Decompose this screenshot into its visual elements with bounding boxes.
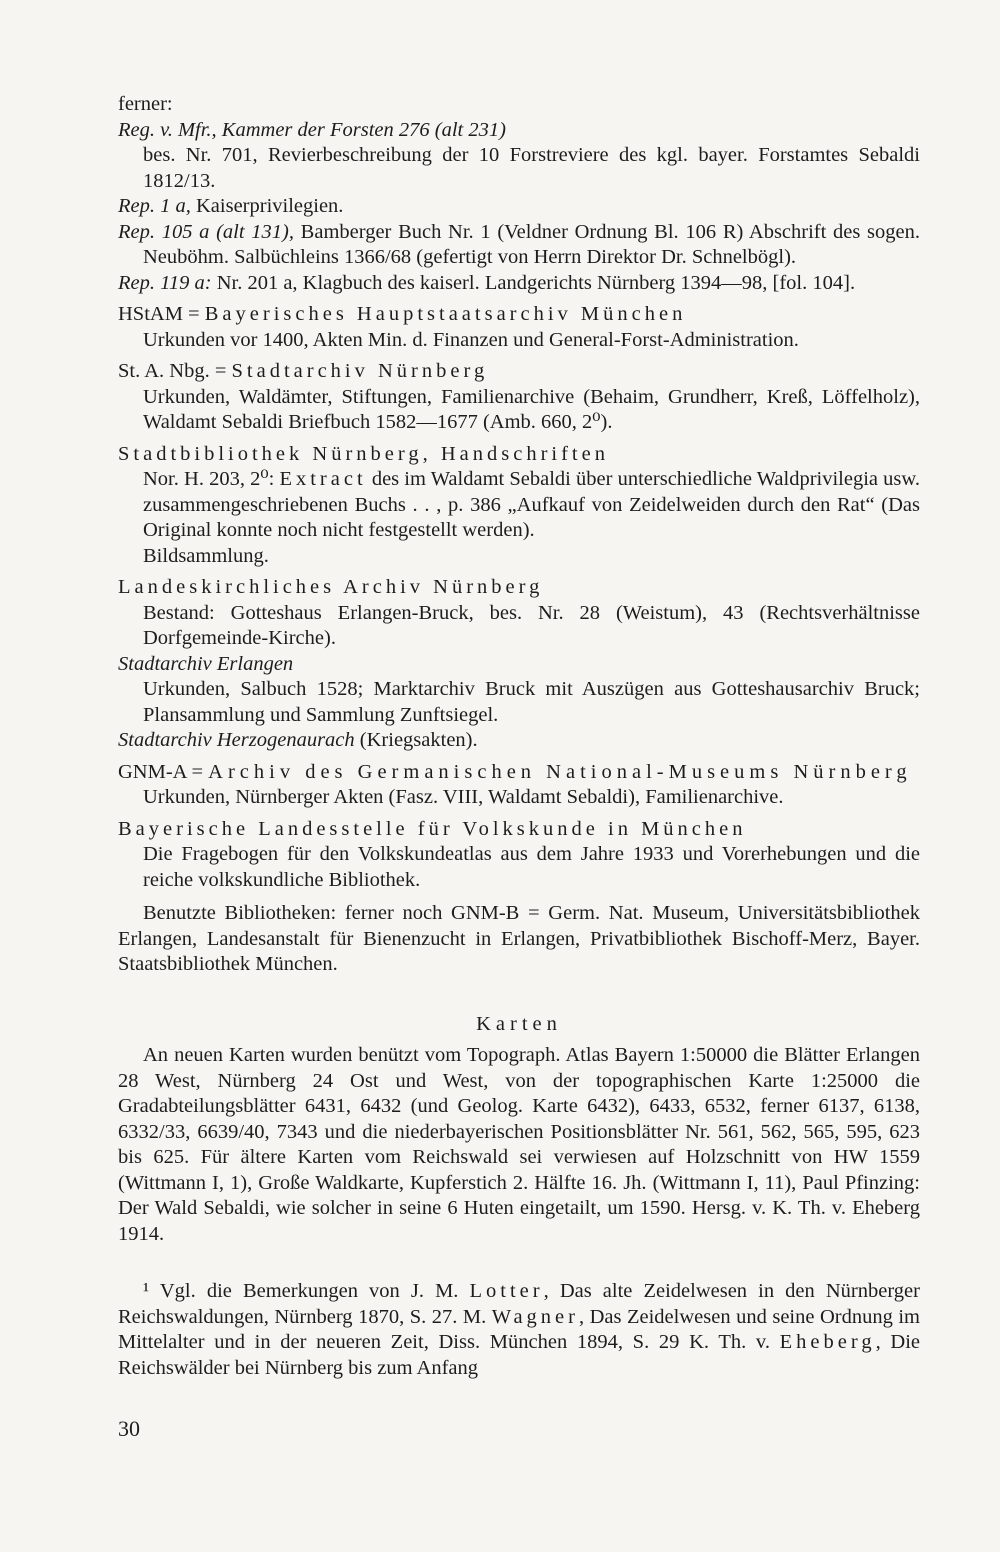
section-heading-karten: Karten: [476, 1012, 562, 1035]
source-title: Rep. 119 a:: [118, 271, 212, 294]
source-detail: bes. Nr. 701, Revierbeschreibung der 10 Forstreviere des kgl. bayer. Forstamtes Sebaldi 1812/13.: [143, 144, 920, 192]
archive-name: Bayerisches Hauptstaatsarchiv München: [204, 303, 687, 325]
archive-holdings: Nor. H. 203, 2⁰: Extract des im Waldamt Sebaldi über unterschiedliche Waldprivilegia usw. zusammengeschriebenen Buchs . . , p. 386 „Aufkauf von Zeidelweiden durch den Rat“ (Das Original konnte noch nicht festgestellt werden).: [143, 468, 921, 541]
footnote: ¹ Vgl. die Bemerkungen von J. M. Lotter, Das alte Zeidelwesen in den Nürnberger Reichswaldungen, Nürnberg 1870, S. 27. M. Wagner, Das Zeidelwesen und seine Ordnung im Mittelalter und in der neueren Zeit, Diss. München 1894, S. 29 K. Th. v. Eheberg, Die Reichswälder bei Nürnberg bis zum Anfang: [118, 1280, 920, 1379]
source-detail: Nr. 201 a, Klagbuch des kaiserl. Landgerichts Nürnberg 1394—98, [fol. 104].: [211, 271, 856, 294]
archive-heading-herzogenaurach: [118, 728, 920, 754]
archive-holdings: Die Fragebogen für den Volkskundeatlas aus dem Jahre 1933 und Vorerhebungen und die reiche volkskundliche Bibliothek.: [143, 843, 920, 891]
archive-name: Bayerische Landesstelle für Volkskunde in München: [118, 817, 747, 840]
archive-holdings: Bildsammlung.: [143, 544, 269, 567]
source-detail: Bamberger Buch Nr. 1 (Veldner Ordnung Bl. 106 R) Abschrift des sogen. Neuböhm. Salbüchleins 1366/68 (gefertigt von Herrn Direktor Dr. Schnelbögl).: [143, 220, 920, 268]
archive-name: Stadtarchiv Herzogenaurach: [118, 729, 355, 751]
source-entry-rep1a: [118, 194, 920, 220]
author-name: Eheberg: [779, 1331, 876, 1353]
archive-name: Landeskirchliches Archiv Nürnberg: [118, 576, 544, 598]
archive-holdings: Urkunden, Nürnberger Akten (Fasz. VIII, Waldamt Sebaldi), Familienarchive.: [143, 786, 784, 808]
archive-heading-landeskirchliches: [118, 575, 920, 601]
archive-heading-sta-nbg: [118, 359, 920, 385]
source-title: Rep. 1 a,: [118, 195, 191, 217]
archive-holdings: Urkunden vor 1400, Akten Min. d. Finanzen und General-Forst-Administration.: [143, 328, 799, 351]
archive-heading-hstam: [118, 302, 920, 328]
archive-holdings: Urkunden, Salbuch 1528; Marktarchiv Bruck mit Auszügen aus Gotteshausarchiv Bruck; Plansammlung und Sammlung Zunftsiegel.: [143, 678, 920, 726]
archive-name: Stadtarchiv Nürnberg: [231, 360, 489, 382]
archive-holdings: (Kriegsakten).: [354, 729, 478, 751]
archive-heading-volkskunde: [118, 817, 920, 843]
archive-holdings: Bestand: Gotteshaus Erlangen-Bruck, bes. Nr. 28 (Weistum), 43 (Rechtsverhältnisse Dorfgemeinde-Kirche).: [143, 601, 920, 649]
archive-heading-stadtarchiv-erlangen: [118, 652, 920, 678]
karten-paragraph: An neuen Karten wurden benützt vom Topograph. Atlas Bayern 1:50000 die Blätter Erlangen 28 West, Nürnberg 24 Ost und West, von der topographischen Karte 1:25000 die Gradabteilungsblätter 6431, 6432 (und Geolog. Karte 6432), 6433, 6532, ferner 6137, 6138, 6332/33, 6639/40, 7343 und die niederbayerischen Positionsblätter Nr. 561, 562, 565, 595, 623 bis 625. Für ältere Karten vom Reichswald sei verwiesen auf Holzschnitt von HW 1559 (Wittmann I, 1), Große Waldkarte, Kupferstich 2. Hälfte 16. Jh. (Wittmann I, 11), Paul Pfinzing: Der Wald Sebaldi, wie solcher in seine 6 Huten eingetailt, um 1590. Hersg. v. K. Th. v. Eheberg 1914.: [118, 1044, 920, 1245]
archive-name: Stadtarchiv Erlangen: [118, 652, 294, 675]
archive-heading-gnm: [118, 760, 920, 786]
intro-line: ferner:: [118, 93, 173, 115]
emphasized-word: Extract: [279, 468, 367, 490]
archive-name: Archiv des Germanischen National-Museums Nürnberg: [208, 760, 912, 783]
source-title: Rep. 105 a (alt 131),: [118, 220, 294, 243]
archive-abbr: St. A. Nbg. =: [118, 360, 232, 382]
archive-abbr: HStAM =: [118, 303, 205, 325]
author-name: Wagner: [491, 1305, 579, 1328]
source-detail: Kaiserprivilegien.: [190, 195, 344, 217]
source-entry-reg-kammer: [118, 118, 920, 144]
archive-heading-stadtbibliothek: [118, 442, 920, 468]
archive-holdings: Urkunden, Waldämter, Stiftungen, Familienarchive (Behaim, Grundherr, Kreß, Löffelholz), Waldamt Sebaldi Briefbuch 1582—1677 (Amb. 660, 2⁰).: [143, 385, 920, 433]
author-name: Lotter: [469, 1280, 544, 1302]
source-entry-rep105: [118, 220, 920, 271]
source-entry-rep119: [118, 271, 920, 297]
source-title: Reg. v. Mfr., Kammer der Forsten 276 (alt 231): [118, 118, 506, 141]
page-number: 30: [118, 1416, 140, 1441]
libraries-paragraph: Benutzte Bibliotheken: ferner noch GNM-B = Germ. Nat. Museum, Universitätsbibliothek Erlangen, Landesanstalt für Bienenzucht in Erlangen, Privatbibliothek Bischoff-Merz, Bayer. Staatsbibliothek München.: [118, 902, 920, 975]
archive-abbr: GNM-A =: [118, 760, 209, 783]
archive-name: Stadtbibliothek Nürnberg, Handschriften: [118, 442, 609, 465]
